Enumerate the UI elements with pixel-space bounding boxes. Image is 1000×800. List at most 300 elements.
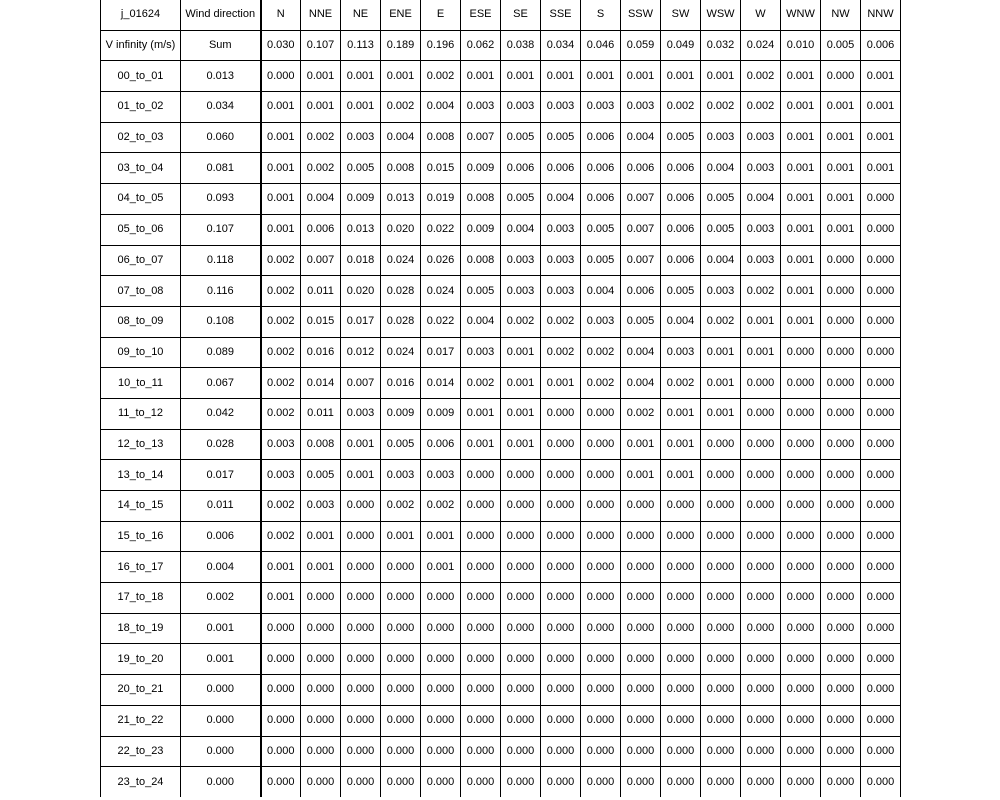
frequency-cell: 0.001 <box>261 552 301 583</box>
frequency-cell: 0.007 <box>341 368 381 399</box>
frequency-cell: 0.000 <box>341 552 381 583</box>
frequency-cell: 0.003 <box>741 122 781 153</box>
speed-bin-label: 00_to_01 <box>101 61 181 92</box>
speed-bin-label: 08_to_09 <box>101 306 181 337</box>
frequency-cell: 0.000 <box>701 736 741 767</box>
frequency-cell: 0.000 <box>781 521 821 552</box>
frequency-cell: 0.008 <box>301 429 341 460</box>
frequency-cell: 0.000 <box>701 583 741 614</box>
table-row <box>101 429 901 460</box>
frequency-cell: 0.001 <box>781 122 821 153</box>
frequency-cell: 0.000 <box>541 552 581 583</box>
frequency-cell: 0.000 <box>301 583 341 614</box>
frequency-cell: 0.000 <box>581 552 621 583</box>
frequency-cell: 0.000 <box>261 644 301 675</box>
direction-header-wnw: WNW <box>781 0 821 30</box>
frequency-cell: 0.000 <box>621 705 661 736</box>
table-row <box>101 184 901 215</box>
frequency-cell: 0.000 <box>421 767 461 797</box>
frequency-cell: 0.000 <box>501 675 541 706</box>
frequency-cell: 0.000 <box>861 583 901 614</box>
frequency-cell: 0.002 <box>661 368 701 399</box>
row-sum-cell: 0.000 <box>181 767 261 797</box>
table-row <box>101 675 901 706</box>
frequency-cell: 0.001 <box>581 61 621 92</box>
direction-total-cell: 0.024 <box>741 30 781 61</box>
frequency-cell: 0.000 <box>581 460 621 491</box>
frequency-cell: 0.000 <box>421 644 461 675</box>
frequency-cell: 0.000 <box>821 705 861 736</box>
frequency-cell: 0.007 <box>301 245 341 276</box>
table-id-cell: j_01624 <box>101 0 181 30</box>
direction-total-cell: 0.113 <box>341 30 381 61</box>
frequency-cell: 0.000 <box>341 613 381 644</box>
frequency-cell: 0.001 <box>781 276 821 307</box>
frequency-cell: 0.005 <box>461 276 501 307</box>
frequency-cell: 0.000 <box>821 398 861 429</box>
frequency-cell: 0.000 <box>501 705 541 736</box>
frequency-cell: 0.001 <box>661 398 701 429</box>
frequency-cell: 0.000 <box>741 552 781 583</box>
frequency-cell: 0.000 <box>461 521 501 552</box>
frequency-cell: 0.000 <box>541 644 581 675</box>
frequency-cell: 0.001 <box>381 61 421 92</box>
row-sum-cell: 0.002 <box>181 583 261 614</box>
frequency-cell: 0.000 <box>621 491 661 522</box>
frequency-cell: 0.004 <box>621 337 661 368</box>
direction-total-cell: 0.034 <box>541 30 581 61</box>
frequency-cell: 0.002 <box>261 337 301 368</box>
frequency-cell: 0.000 <box>461 767 501 797</box>
frequency-cell: 0.000 <box>421 583 461 614</box>
frequency-cell: 0.000 <box>621 736 661 767</box>
direction-header-nne: NNE <box>301 0 341 30</box>
speed-bin-label: 23_to_24 <box>101 767 181 797</box>
frequency-cell: 0.001 <box>501 368 541 399</box>
frequency-cell: 0.001 <box>461 61 501 92</box>
frequency-cell: 0.000 <box>661 613 701 644</box>
frequency-cell: 0.001 <box>541 61 581 92</box>
frequency-cell: 0.001 <box>821 92 861 123</box>
frequency-cell: 0.022 <box>421 306 461 337</box>
frequency-cell: 0.002 <box>261 398 301 429</box>
speed-bin-label: 11_to_12 <box>101 398 181 429</box>
frequency-cell: 0.005 <box>501 184 541 215</box>
speed-bin-label: 16_to_17 <box>101 552 181 583</box>
frequency-cell: 0.000 <box>461 491 501 522</box>
frequency-cell: 0.000 <box>501 583 541 614</box>
frequency-cell: 0.000 <box>821 429 861 460</box>
frequency-cell: 0.004 <box>701 153 741 184</box>
frequency-cell: 0.000 <box>701 767 741 797</box>
frequency-cell: 0.000 <box>741 736 781 767</box>
frequency-cell: 0.000 <box>821 460 861 491</box>
frequency-cell: 0.001 <box>341 92 381 123</box>
table-row <box>101 61 901 92</box>
frequency-cell: 0.016 <box>301 337 341 368</box>
frequency-cell: 0.002 <box>741 276 781 307</box>
frequency-cell: 0.000 <box>621 521 661 552</box>
frequency-cell: 0.024 <box>381 245 421 276</box>
direction-header-n: N <box>261 0 301 30</box>
direction-total-cell: 0.006 <box>861 30 901 61</box>
frequency-cell: 0.017 <box>341 306 381 337</box>
frequency-cell: 0.003 <box>421 460 461 491</box>
frequency-cell: 0.000 <box>621 644 661 675</box>
frequency-cell: 0.000 <box>741 521 781 552</box>
frequency-cell: 0.006 <box>661 153 701 184</box>
frequency-cell: 0.001 <box>301 521 341 552</box>
frequency-cell: 0.001 <box>261 92 301 123</box>
frequency-cell: 0.008 <box>461 245 501 276</box>
frequency-cell: 0.000 <box>501 491 541 522</box>
frequency-cell: 0.000 <box>821 306 861 337</box>
table-body <box>101 0 901 797</box>
row-sum-cell: 0.093 <box>181 184 261 215</box>
frequency-cell: 0.007 <box>621 184 661 215</box>
frequency-cell: 0.000 <box>541 736 581 767</box>
frequency-cell: 0.000 <box>781 429 821 460</box>
table-row <box>101 245 901 276</box>
frequency-cell: 0.001 <box>261 184 301 215</box>
frequency-cell: 0.000 <box>781 552 821 583</box>
frequency-cell: 0.000 <box>581 675 621 706</box>
frequency-cell: 0.001 <box>501 398 541 429</box>
frequency-cell: 0.001 <box>501 429 541 460</box>
frequency-cell: 0.004 <box>501 214 541 245</box>
frequency-cell: 0.002 <box>381 491 421 522</box>
table-row <box>101 613 901 644</box>
frequency-cell: 0.000 <box>301 675 341 706</box>
frequency-cell: 0.003 <box>581 92 621 123</box>
frequency-cell: 0.003 <box>741 245 781 276</box>
direction-header-se: SE <box>501 0 541 30</box>
frequency-cell: 0.000 <box>701 429 741 460</box>
frequency-cell: 0.000 <box>701 613 741 644</box>
frequency-cell: 0.017 <box>421 337 461 368</box>
speed-bin-label: 01_to_02 <box>101 92 181 123</box>
frequency-cell: 0.000 <box>701 644 741 675</box>
row-sum-cell: 0.116 <box>181 276 261 307</box>
frequency-cell: 0.000 <box>541 675 581 706</box>
frequency-cell: 0.000 <box>421 675 461 706</box>
row-sum-cell: 0.107 <box>181 214 261 245</box>
frequency-cell: 0.004 <box>421 92 461 123</box>
frequency-cell: 0.000 <box>821 675 861 706</box>
speed-bin-label: 03_to_04 <box>101 153 181 184</box>
frequency-cell: 0.000 <box>661 583 701 614</box>
frequency-cell: 0.001 <box>621 429 661 460</box>
frequency-cell: 0.000 <box>661 675 701 706</box>
frequency-cell: 0.000 <box>541 521 581 552</box>
frequency-cell: 0.006 <box>541 153 581 184</box>
frequency-cell: 0.002 <box>741 92 781 123</box>
frequency-cell: 0.000 <box>541 705 581 736</box>
frequency-cell: 0.001 <box>661 460 701 491</box>
frequency-cell: 0.005 <box>621 306 661 337</box>
frequency-cell: 0.003 <box>261 460 301 491</box>
frequency-cell: 0.000 <box>541 398 581 429</box>
frequency-cell: 0.001 <box>421 521 461 552</box>
frequency-cell: 0.002 <box>741 61 781 92</box>
frequency-cell: 0.006 <box>581 184 621 215</box>
frequency-cell: 0.000 <box>581 398 621 429</box>
frequency-cell: 0.001 <box>621 460 661 491</box>
frequency-cell: 0.002 <box>301 153 341 184</box>
frequency-cell: 0.022 <box>421 214 461 245</box>
frequency-cell: 0.000 <box>741 460 781 491</box>
frequency-cell: 0.002 <box>541 337 581 368</box>
row-sum-cell: 0.108 <box>181 306 261 337</box>
frequency-cell: 0.000 <box>821 491 861 522</box>
frequency-cell: 0.018 <box>341 245 381 276</box>
frequency-cell: 0.020 <box>381 214 421 245</box>
frequency-cell: 0.002 <box>661 92 701 123</box>
table-row <box>101 306 901 337</box>
row-sum-cell: 0.067 <box>181 368 261 399</box>
speed-bin-label: 19_to_20 <box>101 644 181 675</box>
frequency-cell: 0.000 <box>861 245 901 276</box>
direction-header-sw: SW <box>661 0 701 30</box>
frequency-cell: 0.008 <box>381 153 421 184</box>
frequency-cell: 0.000 <box>381 583 421 614</box>
frequency-cell: 0.007 <box>621 214 661 245</box>
speed-bin-label: 13_to_14 <box>101 460 181 491</box>
frequency-cell: 0.001 <box>501 61 541 92</box>
frequency-cell: 0.000 <box>741 583 781 614</box>
frequency-cell: 0.004 <box>661 306 701 337</box>
frequency-cell: 0.006 <box>581 153 621 184</box>
direction-total-cell: 0.196 <box>421 30 461 61</box>
frequency-cell: 0.000 <box>661 736 701 767</box>
row-sum-cell: 0.011 <box>181 491 261 522</box>
frequency-cell: 0.003 <box>581 306 621 337</box>
table-row <box>101 644 901 675</box>
frequency-cell: 0.000 <box>781 398 821 429</box>
frequency-cell: 0.000 <box>741 767 781 797</box>
speed-bin-label: 17_to_18 <box>101 583 181 614</box>
frequency-cell: 0.003 <box>501 92 541 123</box>
frequency-cell: 0.002 <box>261 368 301 399</box>
frequency-cell: 0.000 <box>541 613 581 644</box>
row-sum-cell: 0.118 <box>181 245 261 276</box>
frequency-cell: 0.005 <box>701 184 741 215</box>
frequency-cell: 0.008 <box>421 122 461 153</box>
frequency-cell: 0.000 <box>541 429 581 460</box>
direction-header-nnw: NNW <box>861 0 901 30</box>
frequency-cell: 0.000 <box>421 736 461 767</box>
frequency-cell: 0.000 <box>861 521 901 552</box>
direction-total-cell: 0.062 <box>461 30 501 61</box>
frequency-cell: 0.000 <box>741 613 781 644</box>
speed-bin-label: 20_to_21 <box>101 675 181 706</box>
frequency-cell: 0.003 <box>341 398 381 429</box>
frequency-cell: 0.004 <box>541 184 581 215</box>
frequency-cell: 0.002 <box>581 368 621 399</box>
frequency-cell: 0.011 <box>301 398 341 429</box>
frequency-cell: 0.005 <box>661 122 701 153</box>
speed-bin-label: 12_to_13 <box>101 429 181 460</box>
frequency-cell: 0.001 <box>781 245 821 276</box>
speed-label-header: V infinity (m/s) <box>101 30 181 61</box>
speed-bin-label: 22_to_23 <box>101 736 181 767</box>
speed-bin-label: 15_to_16 <box>101 521 181 552</box>
frequency-cell: 0.000 <box>341 644 381 675</box>
frequency-cell: 0.000 <box>381 705 421 736</box>
frequency-cell: 0.001 <box>821 184 861 215</box>
frequency-cell: 0.000 <box>501 521 541 552</box>
frequency-cell: 0.006 <box>621 276 661 307</box>
frequency-cell: 0.000 <box>381 644 421 675</box>
frequency-cell: 0.002 <box>701 92 741 123</box>
table-row <box>101 92 901 123</box>
direction-total-cell: 0.189 <box>381 30 421 61</box>
frequency-cell: 0.000 <box>781 583 821 614</box>
frequency-cell: 0.000 <box>861 368 901 399</box>
frequency-cell: 0.002 <box>701 306 741 337</box>
table-row <box>101 583 901 614</box>
frequency-cell: 0.000 <box>861 337 901 368</box>
frequency-cell: 0.004 <box>301 184 341 215</box>
frequency-cell: 0.000 <box>421 613 461 644</box>
frequency-cell: 0.001 <box>781 153 821 184</box>
frequency-cell: 0.000 <box>701 552 741 583</box>
frequency-cell: 0.001 <box>781 92 821 123</box>
row-sum-cell: 0.028 <box>181 429 261 460</box>
frequency-cell: 0.001 <box>821 122 861 153</box>
frequency-cell: 0.000 <box>261 613 301 644</box>
frequency-cell: 0.001 <box>341 460 381 491</box>
frequency-cell: 0.005 <box>501 122 541 153</box>
frequency-cell: 0.002 <box>581 337 621 368</box>
frequency-cell: 0.000 <box>341 521 381 552</box>
frequency-cell: 0.000 <box>701 460 741 491</box>
frequency-cell: 0.000 <box>461 736 501 767</box>
direction-total-cell: 0.046 <box>581 30 621 61</box>
frequency-cell: 0.000 <box>501 460 541 491</box>
frequency-cell: 0.003 <box>381 460 421 491</box>
frequency-cell: 0.000 <box>821 583 861 614</box>
frequency-cell: 0.002 <box>621 398 661 429</box>
frequency-cell: 0.000 <box>781 736 821 767</box>
frequency-cell: 0.000 <box>301 705 341 736</box>
frequency-cell: 0.002 <box>261 276 301 307</box>
speed-bin-label: 07_to_08 <box>101 276 181 307</box>
frequency-cell: 0.000 <box>461 705 501 736</box>
direction-header-ne: NE <box>341 0 381 30</box>
frequency-cell: 0.000 <box>821 61 861 92</box>
frequency-cell: 0.000 <box>581 705 621 736</box>
frequency-cell: 0.000 <box>861 214 901 245</box>
frequency-cell: 0.000 <box>861 552 901 583</box>
frequency-cell: 0.000 <box>261 61 301 92</box>
frequency-cell: 0.001 <box>701 398 741 429</box>
frequency-cell: 0.000 <box>501 644 541 675</box>
frequency-cell: 0.000 <box>621 552 661 583</box>
frequency-cell: 0.001 <box>461 398 501 429</box>
frequency-cell: 0.009 <box>421 398 461 429</box>
direction-header-ene: ENE <box>381 0 421 30</box>
frequency-cell: 0.000 <box>821 613 861 644</box>
frequency-cell: 0.000 <box>781 644 821 675</box>
frequency-cell: 0.000 <box>741 491 781 522</box>
frequency-cell: 0.013 <box>381 184 421 215</box>
frequency-cell: 0.003 <box>741 214 781 245</box>
frequency-cell: 0.000 <box>861 736 901 767</box>
frequency-cell: 0.006 <box>421 429 461 460</box>
frequency-cell: 0.000 <box>821 552 861 583</box>
frequency-cell: 0.003 <box>541 245 581 276</box>
frequency-cell: 0.000 <box>701 705 741 736</box>
frequency-cell: 0.011 <box>301 276 341 307</box>
speed-bin-label: 06_to_07 <box>101 245 181 276</box>
frequency-cell: 0.001 <box>781 214 821 245</box>
frequency-cell: 0.003 <box>541 214 581 245</box>
frequency-cell: 0.000 <box>381 552 421 583</box>
frequency-cell: 0.001 <box>501 337 541 368</box>
frequency-cell: 0.006 <box>661 214 701 245</box>
frequency-cell: 0.000 <box>501 767 541 797</box>
frequency-cell: 0.024 <box>421 276 461 307</box>
frequency-cell: 0.013 <box>341 214 381 245</box>
table-row <box>101 368 901 399</box>
frequency-cell: 0.000 <box>301 736 341 767</box>
frequency-cell: 0.016 <box>381 368 421 399</box>
frequency-cell: 0.002 <box>261 306 301 337</box>
frequency-cell: 0.028 <box>381 306 421 337</box>
frequency-cell: 0.001 <box>261 122 301 153</box>
frequency-cell: 0.004 <box>581 276 621 307</box>
frequency-cell: 0.000 <box>741 368 781 399</box>
frequency-cell: 0.004 <box>381 122 421 153</box>
frequency-cell: 0.000 <box>661 644 701 675</box>
frequency-cell: 0.000 <box>581 644 621 675</box>
direction-total-cell: 0.030 <box>261 30 301 61</box>
frequency-cell: 0.005 <box>661 276 701 307</box>
frequency-cell: 0.001 <box>861 122 901 153</box>
frequency-cell: 0.003 <box>741 153 781 184</box>
frequency-cell: 0.000 <box>581 767 621 797</box>
table-row <box>101 705 901 736</box>
frequency-cell: 0.000 <box>621 675 661 706</box>
frequency-cell: 0.001 <box>861 61 901 92</box>
row-sum-cell: 0.000 <box>181 675 261 706</box>
frequency-cell: 0.000 <box>781 767 821 797</box>
direction-header-nw: NW <box>821 0 861 30</box>
frequency-cell: 0.019 <box>421 184 461 215</box>
frequency-cell: 0.000 <box>581 521 621 552</box>
table-row <box>101 398 901 429</box>
frequency-cell: 0.003 <box>261 429 301 460</box>
frequency-cell: 0.000 <box>421 705 461 736</box>
row-sum-cell: 0.017 <box>181 460 261 491</box>
table-row <box>101 552 901 583</box>
direction-header-w: W <box>741 0 781 30</box>
frequency-cell: 0.000 <box>821 644 861 675</box>
frequency-cell: 0.009 <box>341 184 381 215</box>
frequency-cell: 0.001 <box>421 552 461 583</box>
frequency-cell: 0.000 <box>661 491 701 522</box>
frequency-cell: 0.000 <box>861 429 901 460</box>
frequency-cell: 0.006 <box>661 184 701 215</box>
frequency-cell: 0.000 <box>341 675 381 706</box>
row-sum-cell: 0.006 <box>181 521 261 552</box>
row-sum-cell: 0.034 <box>181 92 261 123</box>
direction-total-cell: 0.010 <box>781 30 821 61</box>
frequency-cell: 0.000 <box>621 583 661 614</box>
frequency-cell: 0.001 <box>461 429 501 460</box>
frequency-cell: 0.000 <box>821 245 861 276</box>
